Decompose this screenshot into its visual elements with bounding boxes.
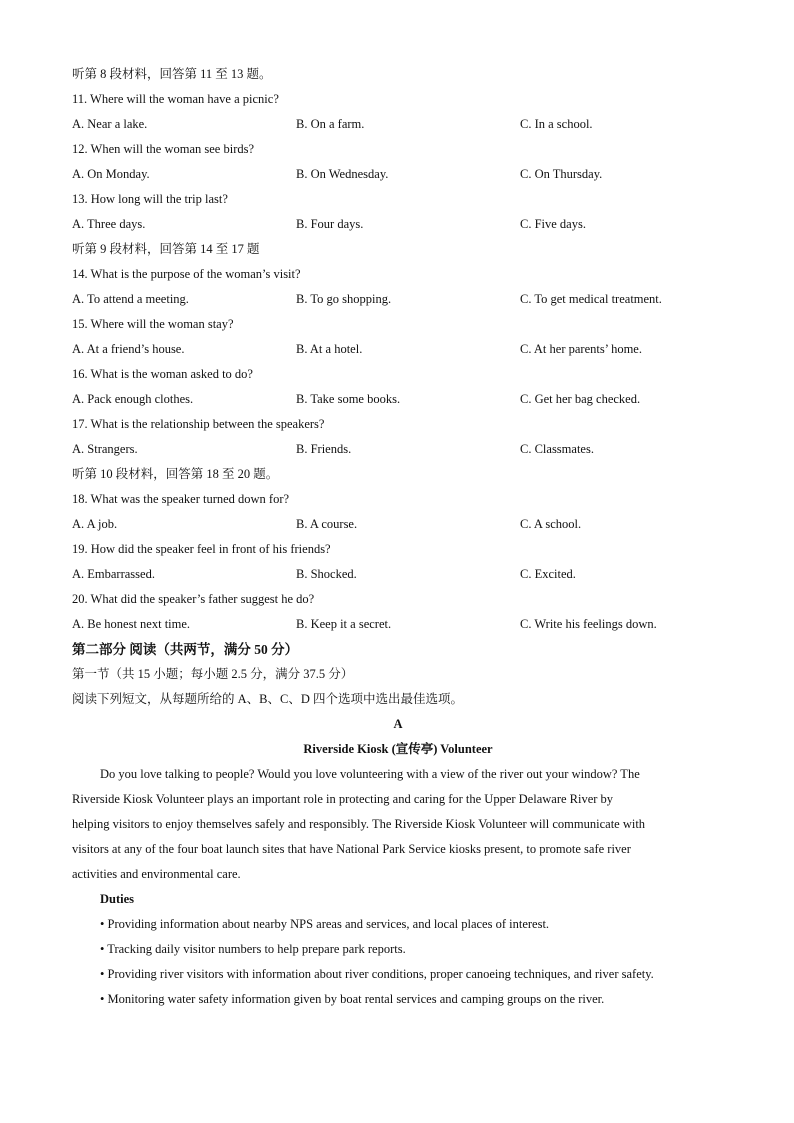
passage-letter: A xyxy=(393,717,403,731)
option-a: A. Strangers. xyxy=(72,442,138,456)
option-b: B. To go shopping. xyxy=(296,292,392,306)
options-17 xyxy=(72,437,724,462)
paragraph-line: activities and environmental care. xyxy=(72,867,241,881)
options-18 xyxy=(72,512,724,537)
option-a: A. A job. xyxy=(72,517,118,531)
option-a: A. At a friend’s house. xyxy=(72,342,185,356)
option-c: C. At her parents’ home. xyxy=(520,342,642,356)
option-a: A. To attend a meeting. xyxy=(72,292,189,306)
question-14: 14. What is the purpose of the woman’s visit? xyxy=(72,267,301,281)
question-18: 18. What was the speaker turned down for? xyxy=(72,492,290,506)
duty-item: • Monitoring water safety information given by boat rental services and camping groups on the river. xyxy=(100,992,605,1006)
duty-item: • Tracking daily visitor numbers to help prepare park reports. xyxy=(100,942,406,956)
options-19 xyxy=(72,562,724,587)
option-a: A. Embarrassed. xyxy=(72,567,155,581)
option-c: C. On Thursday. xyxy=(520,167,603,181)
option-c: C. A school. xyxy=(520,517,582,531)
option-c: C. Five days. xyxy=(520,217,586,231)
option-a: A. Near a lake. xyxy=(72,117,148,131)
question-12: 12. When will the woman see birds? xyxy=(72,142,255,156)
options-14 xyxy=(72,287,724,312)
option-b: B. Shocked. xyxy=(296,567,357,581)
paragraph-line: Do you love talking to people? Would you love volunteering with a view of the river out your window? The xyxy=(100,767,640,781)
passage-paragraph xyxy=(72,762,724,887)
option-b: B. At a hotel. xyxy=(296,342,363,356)
option-c: C. To get medical treatment. xyxy=(520,292,662,306)
duty-item: • Providing river visitors with information about river conditions, proper canoeing techniques, and river safety. xyxy=(100,967,654,981)
section-9-intro: 听第 9 段材料，回答第 14 至 17 题 xyxy=(72,242,260,256)
option-a: A. Three days. xyxy=(72,217,146,231)
question-15: 15. Where will the woman stay? xyxy=(72,317,234,331)
options-20 xyxy=(72,612,724,637)
option-a: A. On Monday. xyxy=(72,167,150,181)
option-b: B. Four days. xyxy=(296,217,364,231)
option-b: B. Keep it a secret. xyxy=(296,617,392,631)
question-17: 17. What is the relationship between the speakers? xyxy=(72,417,325,431)
option-c: C. Write his feelings down. xyxy=(520,617,657,631)
question-20: 20. What did the speaker’s father suggest he do? xyxy=(72,592,315,606)
option-a: A. Be honest next time. xyxy=(72,617,191,631)
option-c: C. Classmates. xyxy=(520,442,594,456)
section-10-intro: 听第 10 段材料，回答第 18 至 20 题。 xyxy=(72,467,279,481)
option-b: B. Friends. xyxy=(296,442,352,456)
options-15 xyxy=(72,337,724,362)
options-16 xyxy=(72,387,724,412)
option-c: C. In a school. xyxy=(520,117,593,131)
paragraph-line: Riverside Kiosk Volunteer plays an important role in protecting and caring for the Upper Delaware River by xyxy=(72,792,614,806)
option-b: B. Take some books. xyxy=(296,392,401,406)
options-12 xyxy=(72,162,724,187)
reading-part-title: 第二部分 阅读（共两节，满分 50 分） xyxy=(72,642,299,657)
option-b: B. A course. xyxy=(296,517,358,531)
option-c: C. Excited. xyxy=(520,567,576,581)
option-b: B. On a farm. xyxy=(296,117,365,131)
paragraph-line: helping visitors to enjoy themselves safely and responsibly. The Riverside Kiosk Volunteer will communicate with xyxy=(72,817,646,831)
question-13: 13. How long will the trip last? xyxy=(72,192,228,206)
duty-item: • Providing information about nearby NPS areas and services, and local places of interest. xyxy=(100,917,550,931)
question-16: 16. What is the woman asked to do? xyxy=(72,367,253,381)
question-19: 19. How did the speaker feel in front of his friends? xyxy=(72,542,331,556)
option-a: A. Pack enough clothes. xyxy=(72,392,194,406)
section-8-intro: 听第 8 段材料，回答第 11 至 13 题。 xyxy=(72,67,272,81)
paragraph-line: visitors at any of the four boat launch sites that have National Park Service kiosks present, to promote safe river xyxy=(72,842,631,856)
reading-section-one: 第一节（共 15 小题；每小题 2.5 分，满分 37.5 分） xyxy=(72,667,354,681)
question-11: 11. Where will the woman have a picnic? xyxy=(72,92,279,106)
passage-title: Riverside Kiosk (宣传亭) Volunteer xyxy=(303,742,493,756)
option-c: C. Get her bag checked. xyxy=(520,392,641,406)
option-b: B. On Wednesday. xyxy=(296,167,389,181)
options-11 xyxy=(72,112,724,137)
options-13 xyxy=(72,212,724,237)
exam-page xyxy=(72,62,724,1012)
reading-instruction: 阅读下列短文，从每题所给的 A、B、C、D 四个选项中选出最佳选项。 xyxy=(72,692,463,706)
duties-heading: Duties xyxy=(100,892,135,906)
